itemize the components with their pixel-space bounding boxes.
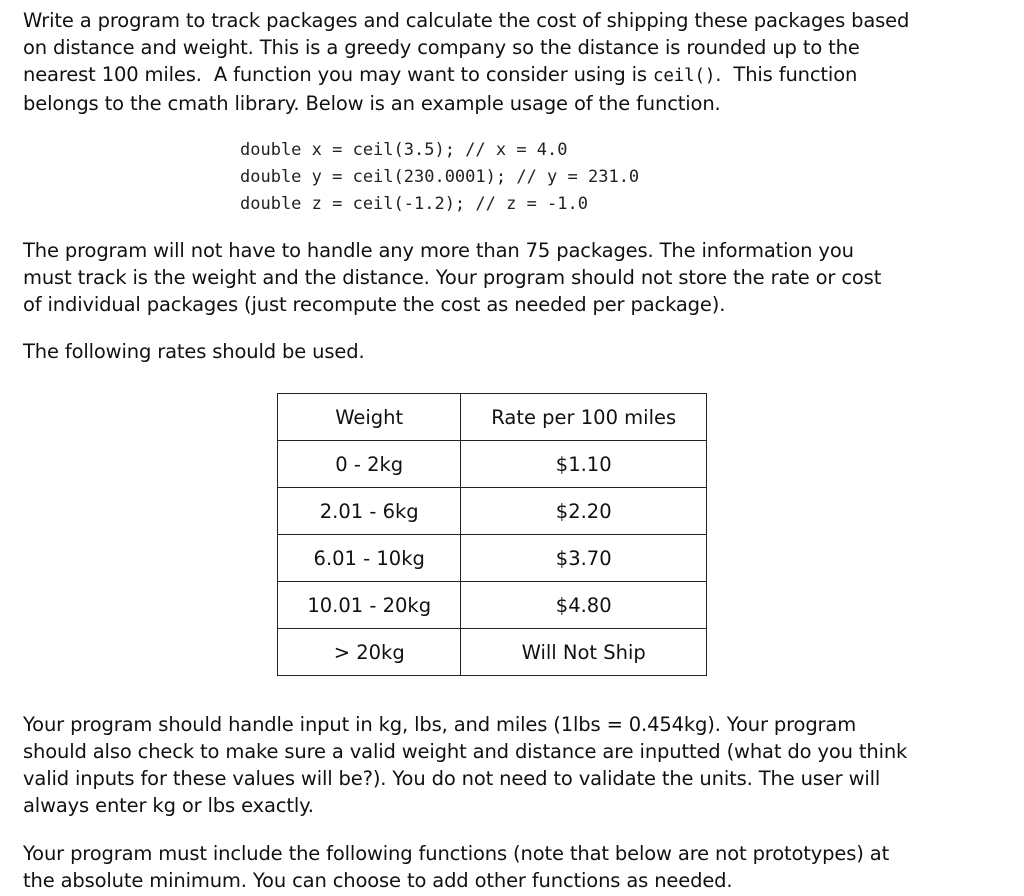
rate-cell: $2.20 (461, 488, 707, 535)
weight-cell: 6.01 - 10kg (278, 535, 461, 582)
rate-column-header: Rate per 100 miles (461, 394, 707, 441)
table-row (278, 535, 707, 582)
functions-line-1: Your program must include the following functions (note that below are not prototypes) at (23, 842, 890, 865)
intro-line-3-tail: . This function (715, 63, 858, 86)
rates-table-header-row (278, 394, 707, 441)
requirements-line-2: must track is the weight and the distance. Your program should not store the rate or cost (23, 266, 882, 289)
code-line-1: double x = ceil(3.5); // x = 4.0 (240, 140, 568, 160)
rate-cell: $3.70 (461, 535, 707, 582)
table-row (278, 582, 707, 629)
input-paragraph (23, 711, 907, 819)
rate-cell: Will Not Ship (461, 629, 707, 676)
rate-cell: $4.80 (461, 582, 707, 629)
code-example (240, 137, 639, 218)
intro-line-4: belongs to the cmath library. Below is an example usage of the function. (23, 92, 721, 115)
table-row (278, 441, 707, 488)
functions-line-2: the absolute minimum. You can choose to add other functions as needed. (23, 869, 733, 892)
code-line-2: double y = ceil(230.0001); // y = 231.0 (240, 167, 640, 187)
functions-paragraph (23, 840, 889, 894)
intro-line-3 (23, 61, 909, 90)
intro-line-2: on distance and weight. This is a greedy company so the distance is rounded up to the (23, 36, 860, 59)
rates-table (277, 393, 707, 676)
table-row (278, 629, 707, 676)
input-line-2: should also check to make sure a valid weight and distance are inputted (what do you think (23, 740, 908, 763)
requirements-line-3: of individual packages (just recompute the cost as needed per package). (23, 293, 726, 316)
input-line-4: always enter kg or lbs exactly. (23, 794, 314, 817)
rate-cell: $1.10 (461, 441, 707, 488)
input-line-1: Your program should handle input in kg, lbs, and miles (1lbs = 0.454kg). Your program (23, 713, 857, 736)
intro-paragraph (23, 7, 909, 117)
rates-intro-paragraph (23, 338, 365, 365)
weight-cell: > 20kg (278, 629, 461, 676)
input-line-3: valid inputs for these values will be?). You do not need to validate the units. The user will (23, 767, 881, 790)
requirements-line-1: The program will not have to handle any more than 75 packages. The information you (23, 239, 854, 262)
weight-cell: 2.01 - 6kg (278, 488, 461, 535)
table-row (278, 488, 707, 535)
weight-column-header: Weight (278, 394, 461, 441)
rates-intro-text: The following rates should be used. (23, 340, 365, 363)
ceil-inline-code: ceil() (652, 66, 716, 86)
intro-line-1: Write a program to track packages and calculate the cost of shipping these packages based (23, 9, 910, 32)
weight-cell: 0 - 2kg (278, 441, 461, 488)
code-line-3: double z = ceil(-1.2); // z = -1.0 (240, 194, 588, 214)
requirements-paragraph (23, 237, 881, 318)
weight-cell: 10.01 - 20kg (278, 582, 461, 629)
intro-line-3-text: nearest 100 miles. A function you may want to consider using is (23, 63, 653, 86)
